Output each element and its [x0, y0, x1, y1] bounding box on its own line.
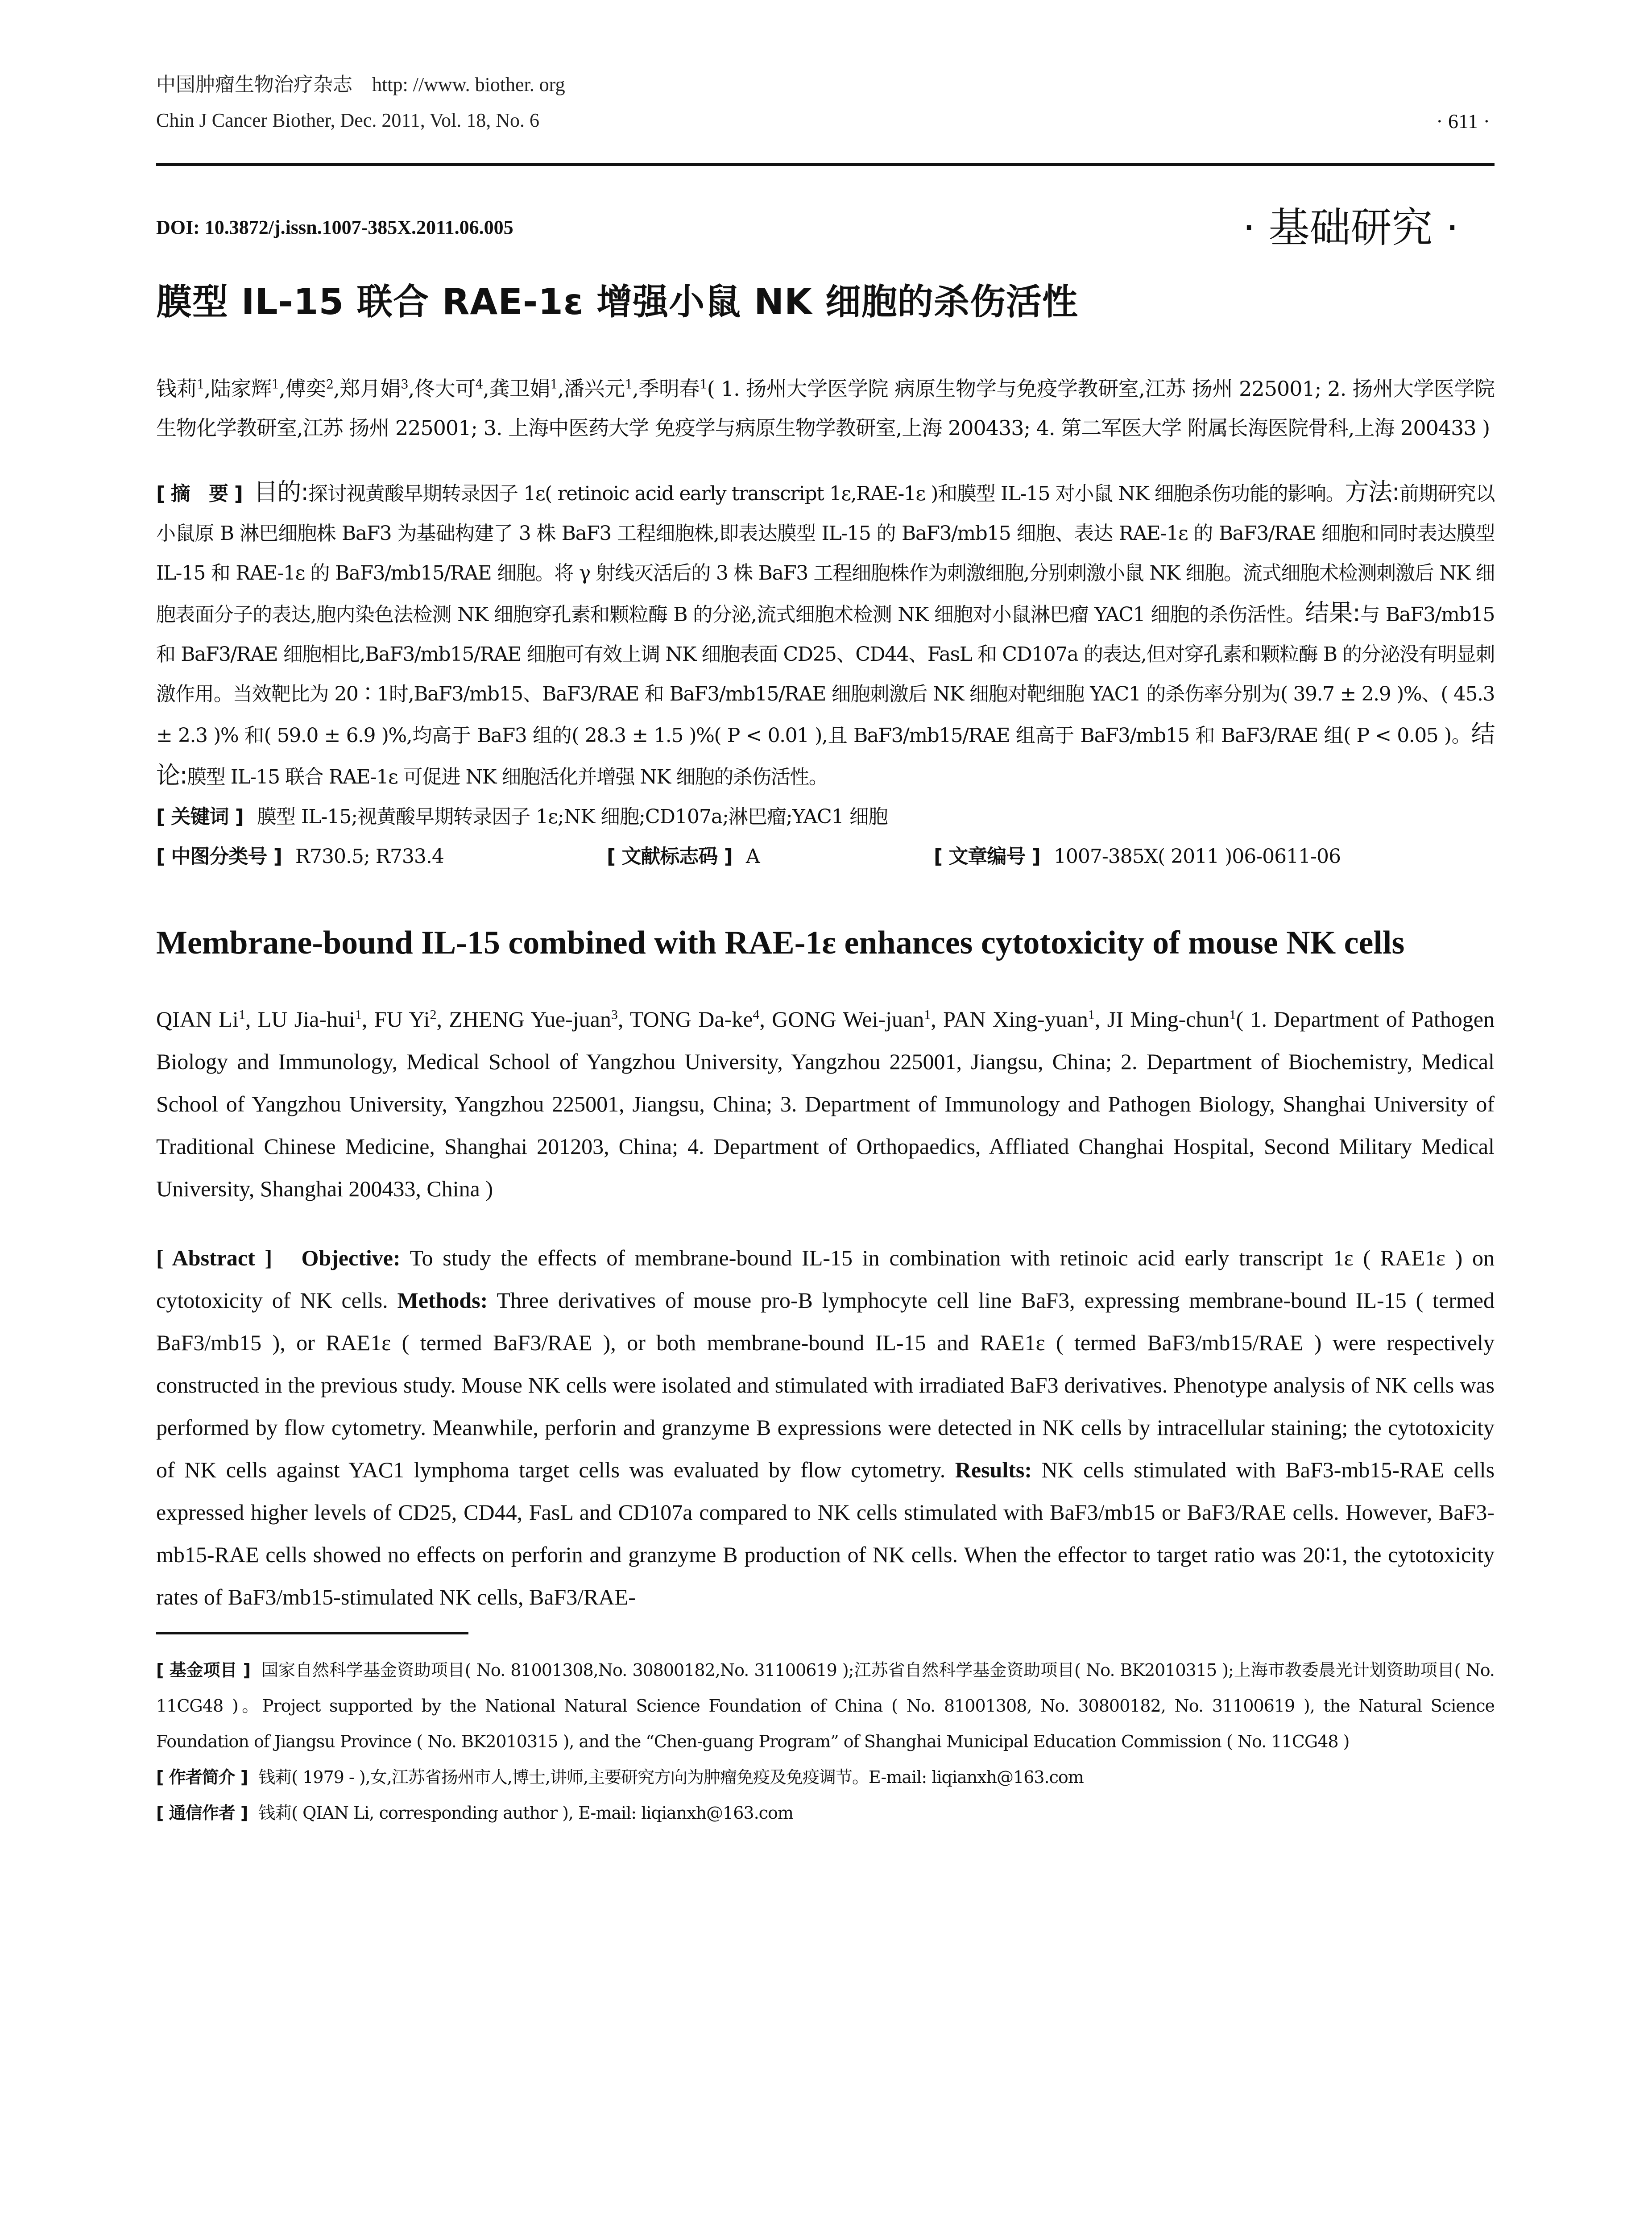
article-no-label: [ 文章编号 ] — [934, 845, 1040, 868]
author-bio-text: 钱莉( 1979 - ),女,江苏省扬州市人,博士,讲师,主要研究方向为肿瘤免疫及免疫调节。E-mail: liqianxh@163.com — [258, 1767, 1084, 1787]
author-name: GONG Wei-juan — [772, 1007, 924, 1032]
author-affiliation-marker: 2 — [326, 377, 334, 392]
author-name: TONG Da-ke — [629, 1007, 753, 1032]
author-affiliation-marker: 3 — [401, 377, 408, 392]
results-label-en: Results: — [955, 1457, 1032, 1482]
objective-cn: 探讨视黄酸早期转录因子 1ε( retinoic acid early transcript 1ε,RAE-1ε )和膜型 IL-15 对小鼠 NK 细胞杀伤功能的影响。 — [308, 482, 1345, 505]
doi: DOI: 10.3872/j.issn.1007-385X.2011.06.005 — [156, 216, 513, 238]
author-name: 潘兴元 — [563, 377, 625, 401]
author-affiliation-marker: 3 — [611, 1007, 618, 1022]
header-rule — [156, 163, 1495, 166]
running-header-area — [156, 67, 1495, 163]
abstract-en — [156, 1237, 1495, 1618]
methods-cn: 前期研究以小鼠原 B 淋巴细胞株 BaF3 为基础构建了 3 株 BaF3 工程细胞株,即表达膜型 IL-15 的 BaF3/mb15 细胞、表达 RAE-1ε 的 BaF3/RAE 细胞和同时表达膜型 IL-15 和 RAE-1ε 的 BaF3/mb15/RAE 细胞。将 γ 射线灭活后的 3 株 BaF3 工程细胞株作为刺激细胞,分别刺激小鼠 NK 细胞。流式细胞术检测刺激后 NK 细胞表面分子的表达,胞内染色法检测 NK 细胞穿孔素和颗粒酶 B 的分泌,流式细胞术检测 NK 细胞对小鼠淋巴瘤 YAC1 细胞的杀伤活性。 — [156, 482, 1495, 626]
journal-name-cn: 中国肿瘤生物治疗杂志 — [156, 74, 352, 95]
corresponding-text: 钱莉( QIAN Li, corresponding author ), E-mail: liqianxh@163.com — [258, 1803, 793, 1823]
author-affiliation-marker: 1 — [355, 1007, 362, 1022]
objective-en: To study the effects of membrane-bound IL-15 in combination with retinoic acid early transcript 1ε ( RAE1ε ) on cytotoxicity of NK cells. — [156, 1245, 1495, 1313]
clc-value: R730.5; R733.4 — [295, 845, 444, 868]
journal-citation-en: Chin J Cancer Biother, Dec. 2011, Vol. 18, No. 6 — [156, 109, 540, 131]
methods-en: Three derivatives of mouse pro-B lymphocyte cell line BaF3, expressing membrane-bound IL-15 ( termed BaF3/mb15 ), or RAE1ε ( termed BaF3/RAE ), or both membrane-bound IL-15 and RAE1ε ( termed BaF3/mb15/RAE ) were respectively constructed in the previous study. Mouse NK cells were isolated and stimulated with irradiated BaF3 derivatives. Phenotype analysis of NK cells was performed by flow cytometry. Meanwhile, perforin and granzyme B expressions were detected in NK cells by intracellular staining; the cytotoxicity of NK cells against YAC1 lymphoma target cells was evaluated by flow cytometry. — [156, 1288, 1495, 1482]
results-cn: 与 BaF3/mb15 和 BaF3/RAE 细胞相比,BaF3/mb15/RAE 细胞可有效上调 NK 细胞表面 CD25、CD44、FasL 和 CD107a 的表达,但对穿孔素和颗粒酶 B 的分泌没有明显刺激作用。当效靶比为 20∶1时,BaF3/mb15、BaF3/RAE 和 BaF3/mb15/RAE 细胞刺激后 NK 细胞对靶细胞 YAC1 的杀伤率分别为( 39.7 ± 2.9 )%、( 45.3 ± 2.3 )% 和( 59.0 ± 6.9 )%,均高于 BaF3 组的( 28.3 ± 1.5 )%( P < 0.01 ),且 BaF3/mb15/RAE 组高于 BaF3/mb15 和 BaF3/RAE 组( P < 0.05 )。 — [156, 603, 1495, 747]
abstract-label-en: [ Abstract ] — [156, 1245, 273, 1270]
doi-row — [156, 166, 1495, 278]
keywords-label: [ 关键词 ] — [156, 805, 244, 828]
author-affiliation-marker: 1 — [197, 377, 204, 392]
affiliations-cn: ( 1. 扬州大学医学院 病原生物学与免疫学教研室,江苏 扬州 225001; 2. 扬州大学医学院 生物化学教研室,江苏 扬州 225001; 3. 上海中医药大学 免疫学与病原生物学教研室,上海 200433; 4. 第二军医大学 附属长海医院骨科,上海 200433 ) — [156, 377, 1495, 440]
clc-label: [ 中图分类号 ] — [156, 845, 282, 868]
author-name: 季明春 — [638, 377, 700, 401]
author-name: 傅奕 — [285, 377, 326, 401]
footnote-rule — [156, 1632, 468, 1634]
author-affiliation-marker: 1 — [625, 377, 633, 392]
journal-url[interactable]: http: //www. biother. org — [372, 74, 565, 95]
author-affiliation-marker: 1 — [924, 1007, 931, 1022]
author-name: QIAN Li — [156, 1007, 239, 1032]
doc-code-value: A — [745, 845, 760, 868]
author-affiliation-marker: 1 — [1229, 1007, 1236, 1022]
article-no-value: 1007-385X( 2011 )06-0611-06 — [1053, 845, 1341, 868]
corresponding-note — [156, 1795, 1495, 1831]
author-affiliation-marker: 4 — [753, 1007, 760, 1022]
abstract-label-cn: [ 摘 要 ] — [156, 482, 243, 505]
author-name: 龚卫娟 — [489, 377, 551, 401]
author-name: LU Jia-hui — [257, 1007, 355, 1032]
author-name: FU Yi — [374, 1007, 430, 1032]
author-name: 郑月娟 — [339, 377, 401, 401]
affiliations-en: ( 1. Department of Pathogen Biology and Immunology, Medical School of Yangzhou University, Yangzhou 225001, Jiangsu, China; 2. Department of Biochemistry, Medical School of Yangzhou University, Yangzhou 225001, Jiangsu, China; 3. Department of Immunology and Pathogen Biology, Shanghai University of Traditional Chinese Medicine, Shanghai 201203, China; 4. Department of Orthopaedics, Affliated Changhai Hospital, Second Military Medical University, Shanghai 200433, China ) — [156, 1007, 1495, 1201]
author-name: 钱莉 — [156, 377, 197, 401]
keywords-text: 膜型 IL-15;视黄酸早期转录因子 1ε;NK 细胞;CD107a;淋巴瘤;YAC1 细胞 — [257, 805, 888, 828]
author-name: JI Ming-chun — [1107, 1007, 1230, 1032]
author-affiliation-marker: 1 — [1088, 1007, 1095, 1022]
title-en: Membrane-bound IL-15 combined with RAE-1ε enhances cytotoxicity of mouse NK cells — [156, 925, 1405, 961]
keywords-cn — [156, 797, 1495, 837]
author-affiliation-marker: 1 — [238, 1007, 245, 1022]
methods-label-en: Methods: — [397, 1288, 488, 1313]
funding-note — [156, 1652, 1495, 1759]
author-name: 佟大可 — [414, 377, 476, 401]
page-number: · 611 · — [1436, 110, 1490, 133]
funding-label: [ 基金项目 ] — [156, 1660, 251, 1680]
authors-cn — [156, 369, 1495, 448]
corresponding-label: [ 通信作者 ] — [156, 1803, 248, 1823]
author-affiliation-marker: 1 — [271, 377, 279, 392]
classification-row — [156, 837, 1495, 876]
author-name: PAN Xing-yuan — [943, 1007, 1088, 1032]
results-en: NK cells stimulated with BaF3-mb15-RAE cells expressed higher levels of CD25, CD44, FasL and CD107a compared to NK cells stimulated with BaF3/mb15 or BaF3/RAE cells. However, BaF3-mb15-RAE cells showed no effects on perforin and granzyme B production of NK cells. When the effector to target ratio was 20∶1, the cytotoxicity rates of BaF3/mb15-stimulated NK cells, BaF3/RAE- — [156, 1457, 1495, 1609]
conclusion-cn: 膜型 IL-15 联合 RAE-1ε 可促进 NK 细胞活化并增强 NK 细胞的杀伤活性。 — [187, 766, 828, 788]
paper-page — [156, 0, 1495, 1898]
title-cn: 膜型 IL-15 联合 RAE-1ε 增强小鼠 NK 细胞的杀伤活性 — [156, 281, 1078, 323]
objective-label-en: Objective: — [301, 1245, 401, 1270]
author-affiliation-marker: 4 — [475, 377, 483, 392]
footnotes — [156, 1652, 1495, 1831]
author-affiliation-marker: 1 — [550, 377, 558, 392]
author-affiliation-marker: 1 — [700, 377, 707, 392]
objective-label-cn: 目的: — [253, 478, 308, 506]
section-tag: · 基础研究 · — [1242, 204, 1459, 252]
authors-en — [156, 998, 1495, 1210]
conclusion-label-cn: 结论: — [156, 720, 1495, 789]
running-header — [156, 67, 1495, 138]
author-affiliation-marker: 2 — [430, 1007, 437, 1022]
author-list-en: QIAN Li$^1$, LU Jia-hui$^1$, FU Yi$^2$, ZHENG Yue-juan$^3$, TONG $Da-ke^4$, GONG Wei-juan$^1$, PAN Xing-yuan$^1$, JI Ming-chun$^1$ — [156, 1007, 1236, 1032]
funding-text: 国家自然科学基金资助项目( No. 81001308,No. 30800182,No. 31100619 );江苏省自然科学基金资助项目( No. BK2010315 );上海市教委晨光计划资助项目( No. 11CG48 )。Project supported by the National Natural Science Foundation of China ( No. 81001308, No. 30800182, No. 31100619 ), the Natural Science Foundation of Jiangsu Province ( No. BK2010315 ), and the “Chen-guang Program” of Shanghai Municipal Education Commission ( No. 11CG48 ) — [156, 1660, 1495, 1751]
author-list-cn: 钱莉$^1$,陆家辉$^1$,傅奕$^2$,郑月娟$^3$,佟大可$^4$,龚卫娟$^1$,潘兴元$^1$,季明春$^1$ — [156, 377, 707, 401]
author-name: 陆家辉 — [210, 377, 272, 401]
doc-code-label: [ 文献标志码 ] — [607, 845, 733, 868]
author-bio-label: [ 作者简介 ] — [156, 1767, 248, 1787]
author-name: ZHENG Yue-juan — [449, 1007, 611, 1032]
abstract-cn — [156, 472, 1495, 797]
methods-label-cn: 方法: — [1345, 478, 1399, 506]
results-label-cn: 结果: — [1305, 599, 1360, 627]
author-bio-note — [156, 1759, 1495, 1795]
